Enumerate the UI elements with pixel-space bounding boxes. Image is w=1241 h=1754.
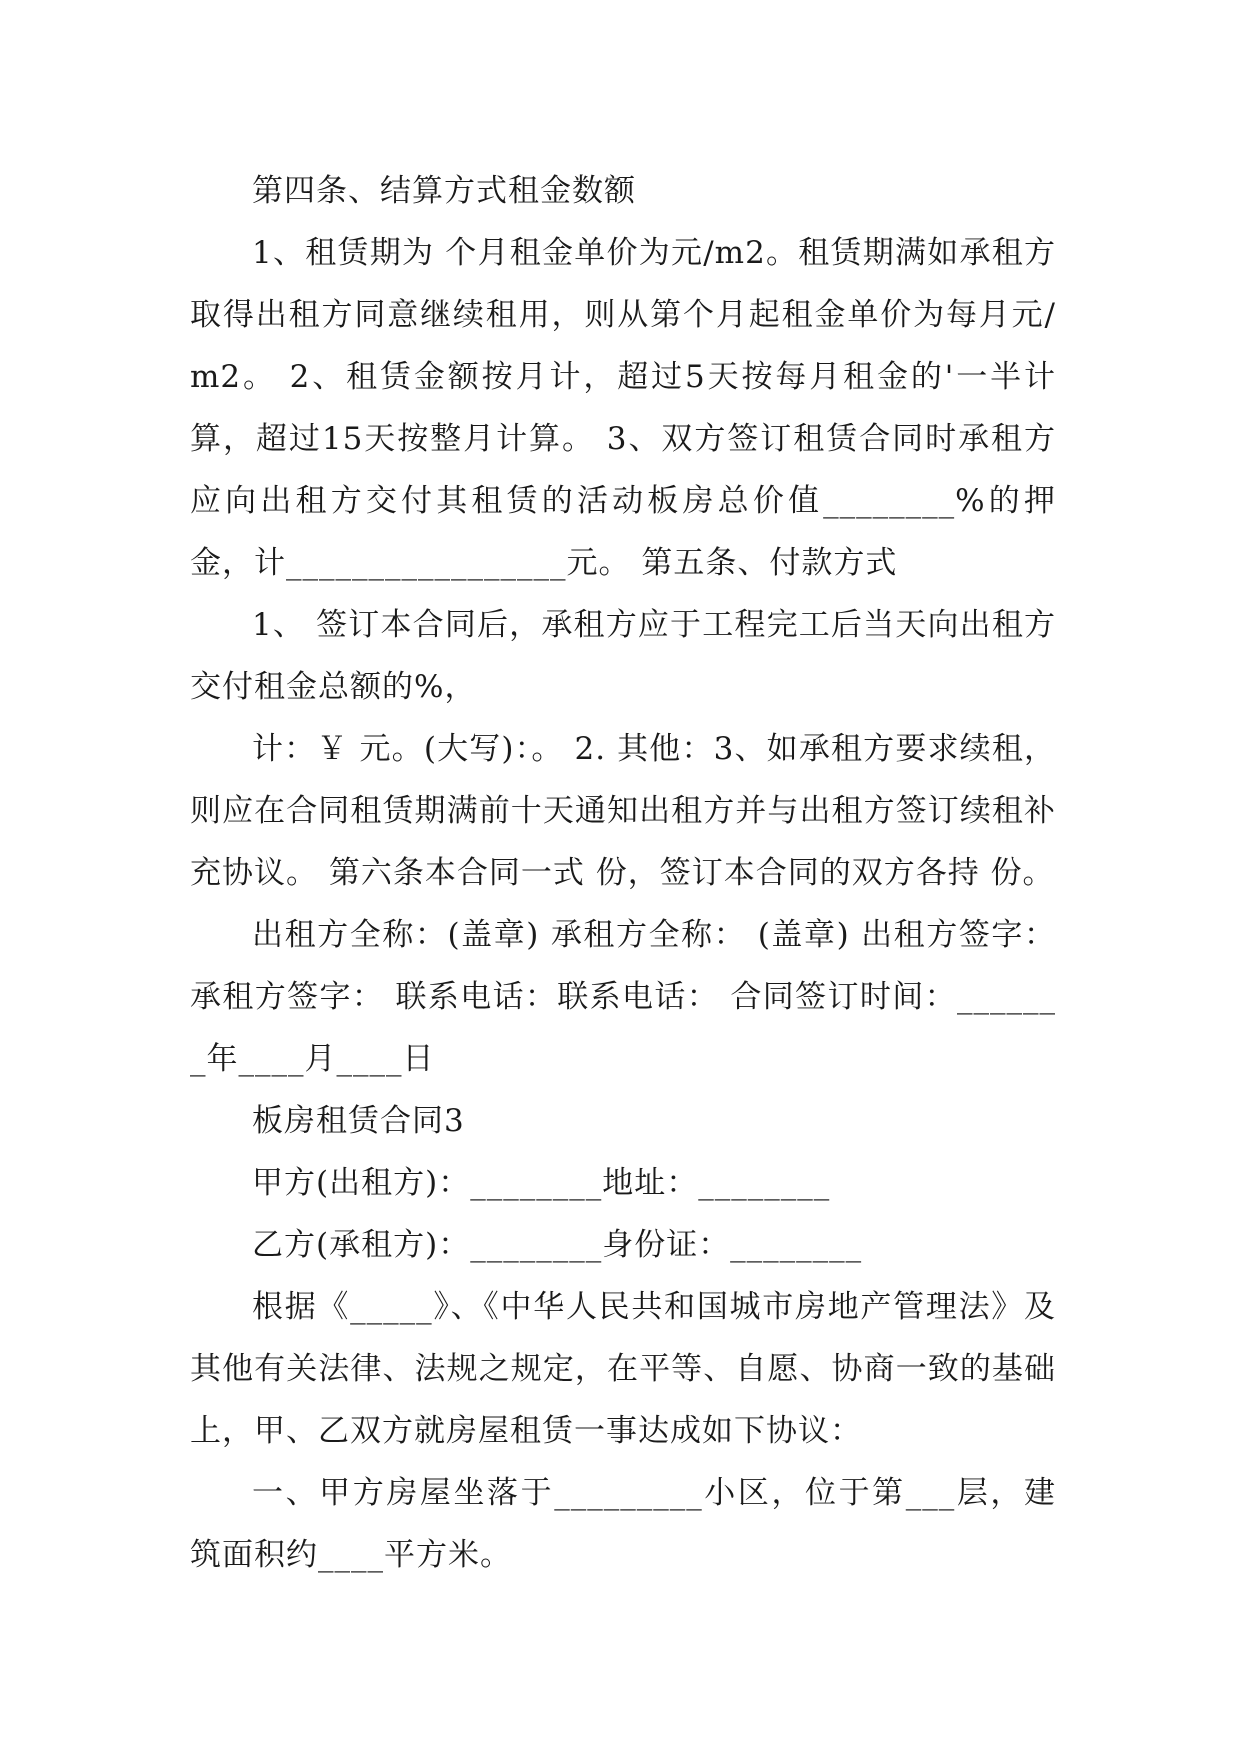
party-b-line: 乙方(承租方)：________身份证：________ — [252, 1227, 863, 1263]
legal-basis-paragraph: 根据《_____》、《中华人民共和国城市房地产管理法》及其他有关法律、法规之规定，在平等、自愿、协商一致的基础上，甲、乙双方就房屋租赁一事达成如下协议： — [190, 1289, 1056, 1449]
signature-block: 出租方全称：(盖章) 承租方全称： (盖章) 出租方签字： 承租方签字： 联系电话：联系电话： 合同签订时间：_______年____月____日 — [190, 917, 1056, 1077]
clause-1-location: 一、甲方房屋坐落于_________小区，位于第___层，建筑面积约____平方米。 — [190, 1475, 1056, 1573]
party-a-line: 甲方(出租方)：________地址：________ — [252, 1165, 831, 1201]
article-4-heading: 第四条、结算方式租金数额 — [252, 173, 636, 209]
payment-clause-1: 1、 签订本合同后，承租方应于工程完工后当天向出租方交付租金总额的%， — [190, 607, 1056, 705]
contract-3-title: 板房租赁合同3 — [252, 1103, 465, 1139]
payment-clause-2-3: 计：￥ 元。(大写)：。 2. 其他：3、如承租方要求续租，则应在合同租赁期满前十天通知出租方并与出租方签订续租补充协议。 第六条本合同一式 份，签订本合同的双方各持 份。 — [190, 731, 1056, 891]
document-page — [190, 160, 1056, 1586]
article-4-body: 1、租赁期为 个月租金单价为元/m2。租赁期满如承租方取得出租方同意继续租用，则从第个月起租金单价为每月元/m2。 2、租赁金额按月计，超过5天按每月租金的'一半计算，超过15天按整月计算。 3、双方签订租赁合同时承租方应向出租方交付其租赁的活动板房总价值________%的押金，计_________________元。 第五条、付款方式 — [190, 235, 1056, 581]
